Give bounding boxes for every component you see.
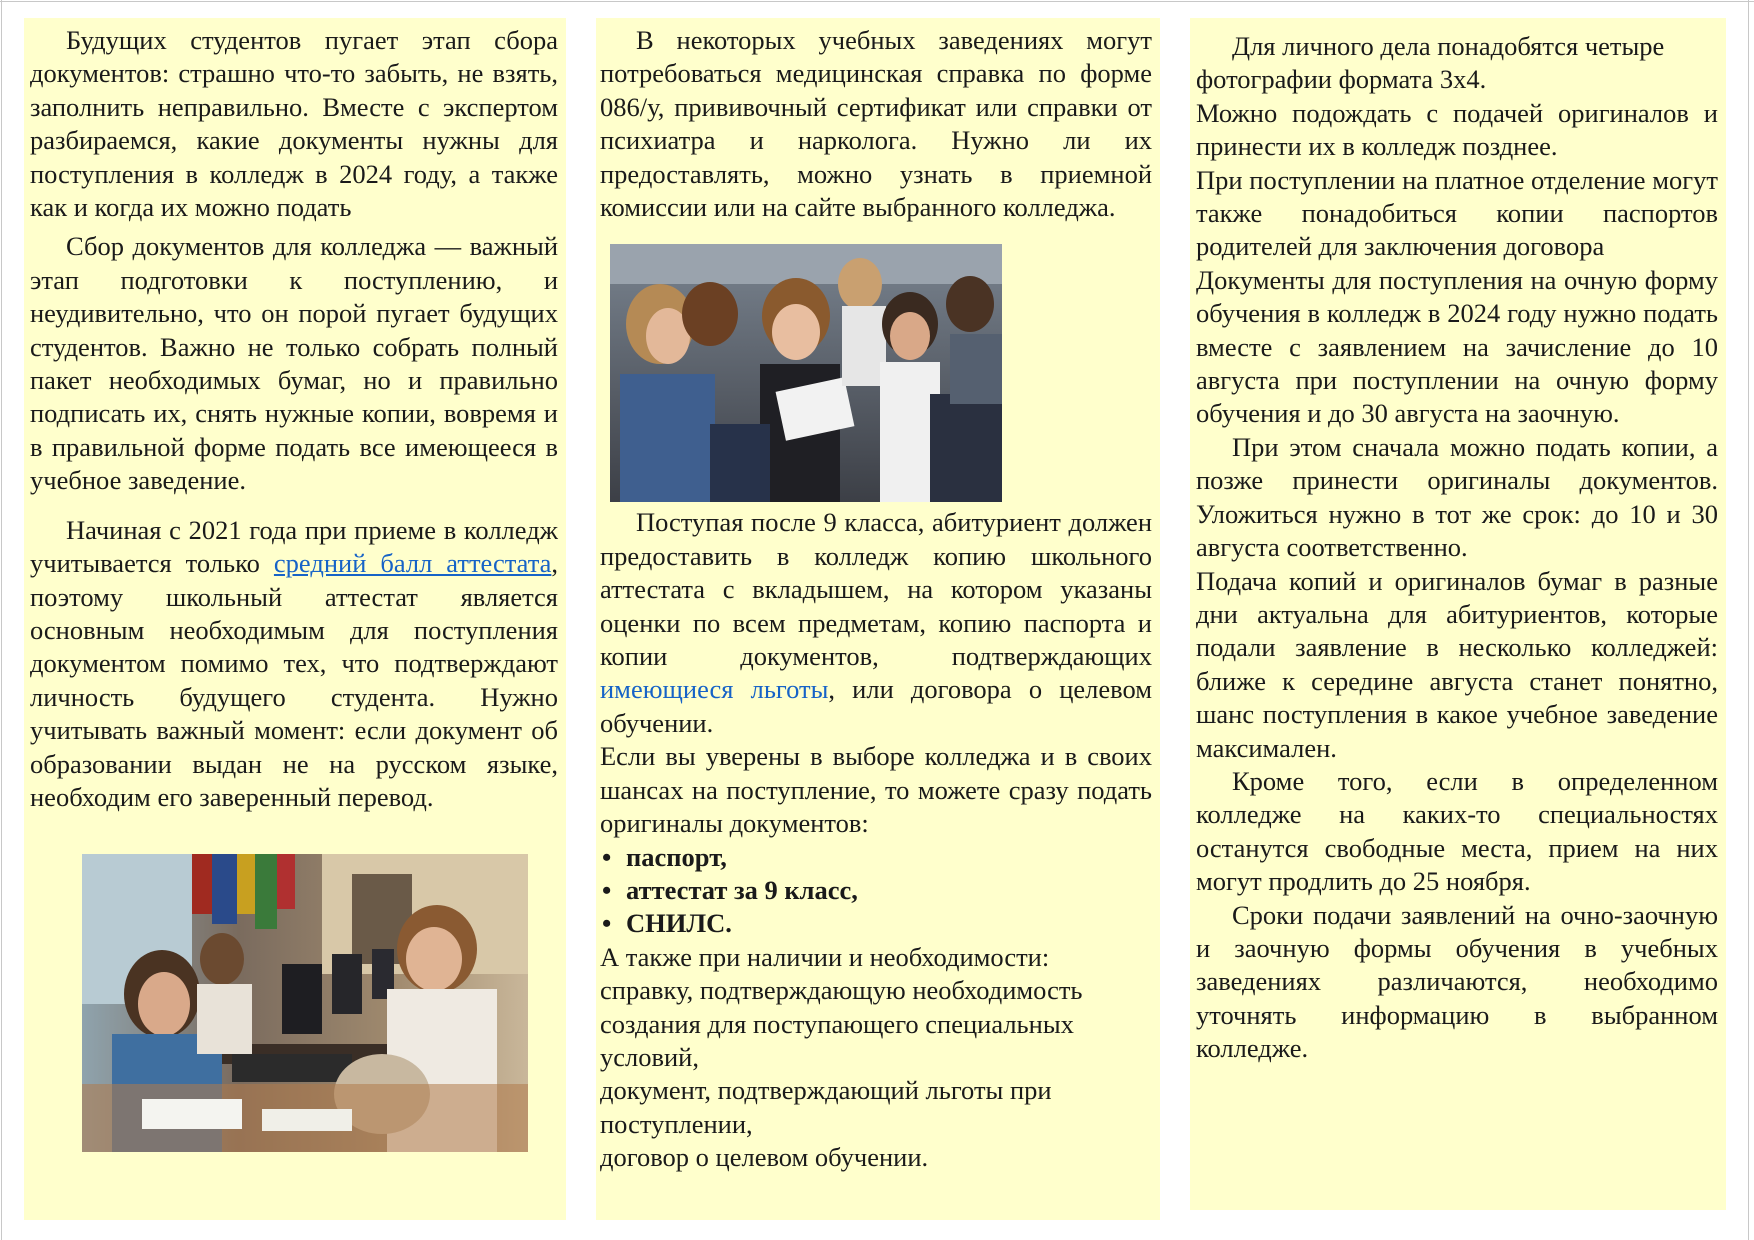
after-9th-grade-paragraph-start: Поступая после 9 класса, абитуриент должен предоставить в колледж копию школьного аттестата с вкладышем, на котором указаны оценки по всем предметам, копию паспорта и копии документов, подтверждающих (600, 507, 1152, 672)
importance-paragraph: Сбор документов для колледжа — важный этап подготовки к поступлению, и неудивительно, что он порой пугает будущих студентов. Важно не только собрать полный пакет необходимых бумаг, но и правильно подписать их, снять нужные копии, вовремя и в правильной форме подать все имеющееся в учебное заведение. (30, 231, 558, 496)
intro-paragraph: Будущих студентов пугает этап сбора документов: страшно что-то забыть, не взять, заполнить неправильно. Вместе с экспертом разбираемся, какие документы нужны для поступления в колледж в 2024 году, а также как и когда их можно подать (30, 25, 558, 223)
free-places-paragraph: Кроме того, если в определенном колледже на каких-то специальностях останутся свободные места, прием на них могут продлить до 25 ноября. (1196, 765, 1718, 897)
column-right (1190, 18, 1726, 1210)
page-frame-left-line (1, 0, 2, 1240)
part-time-deadlines-paragraph: Сроки подачи заявлений на очно-заочную и заочную формы обучения в учебных заведениях различаются, необходимо уточнять информацию в выбранном колледже. (1196, 899, 1718, 1064)
column-middle (596, 18, 1160, 1220)
photos-paragraph: Для личного дела понадобятся четыре фотографии формата 3х4. (1196, 31, 1665, 95)
deadlines-paragraph: Документы для поступления на очную форму обучения в колледж в 2024 году нужно подать вместе с заявлением на зачисление до 10 августа при поступлении на очную форму обучения и до 30 августа на заочную. (1196, 264, 1718, 429)
page-frame-top-line (0, 1, 1754, 2)
certificate-paragraph-end: , поэтому школьный аттестат является основным необходимым для поступления документом помимо тех, что подтверждают личность будущего студента. Нужно учитывать важный момент: если документ об образовании выдан не на русском языке, необходим его заверенный перевод. (30, 548, 558, 812)
list-item-snils: • СНИЛС. (602, 908, 732, 939)
additional-paragraph: А также при наличии и необходимости: (600, 941, 1050, 972)
paid-department-paragraph: При поступлении на платное отделение могут также понадобиться копии паспортов родителей для заключения договора (1196, 164, 1718, 262)
after-9th-grade-paragraph-end: , или договора о целевом обучении. (600, 674, 1152, 738)
special-conditions-paragraph: справку, подтверждающую необходимость создания для поступающего специальных условий, (600, 975, 1083, 1072)
copies-first-paragraph: При этом сначала можно подать копии, а позже принести оригиналы документов. Уложиться нужно в тот же срок: до 10 и 30 августа соответственно. (1196, 431, 1718, 563)
multiple-colleges-paragraph: Подача копий и оригиналов бумаг в разные дни актуальна для абитуриентов, которые подали заявление в несколько колледжей: ближе к середине августа станет понятно, шанс поступления в какое учебное заведение максимален. (1196, 565, 1718, 763)
benefits-document-paragraph: документ, подтверждающий льготы при поступлении, (600, 1075, 1052, 1139)
list-item-passport: • паспорт, (602, 841, 727, 872)
target-contract-paragraph: договор о целевом обучении. (600, 1142, 929, 1173)
medical-paragraph: В некоторых учебных заведениях могут потребоваться медицинская справка по форме 086/у, прививочный сертификат или справки от психиатра и нарколога. Нужно ли их предоставлять, можно узнать в приемной комиссии или на сайте выбранного колледжа. (600, 25, 1152, 223)
list-item-certificate: • аттестат за 9 класс, (602, 874, 858, 905)
column-left (24, 18, 566, 1220)
average-score-link[interactable]: средний балл аттестата (273, 548, 552, 579)
computer-room-photo (82, 854, 528, 1152)
students-with-documents-photo (610, 244, 1002, 502)
originals-paragraph: Если вы уверены в выборе колледжа и в своих шансах на поступление, то можете сразу подать оригиналы документов: (600, 741, 1152, 839)
page-frame-right-line (1748, 0, 1749, 1240)
wait-originals-paragraph: Можно подождать с подачей оригиналов и принести их в колледж позднее. (1196, 97, 1718, 162)
originals-list (600, 841, 1152, 941)
certificate-paragraph-start: Начиная с 2021 года при приеме в колледж учитывается только (30, 514, 558, 579)
benefits-link[interactable]: имеющиеся льготы (600, 674, 829, 705)
certificate-paragraph (30, 514, 558, 815)
